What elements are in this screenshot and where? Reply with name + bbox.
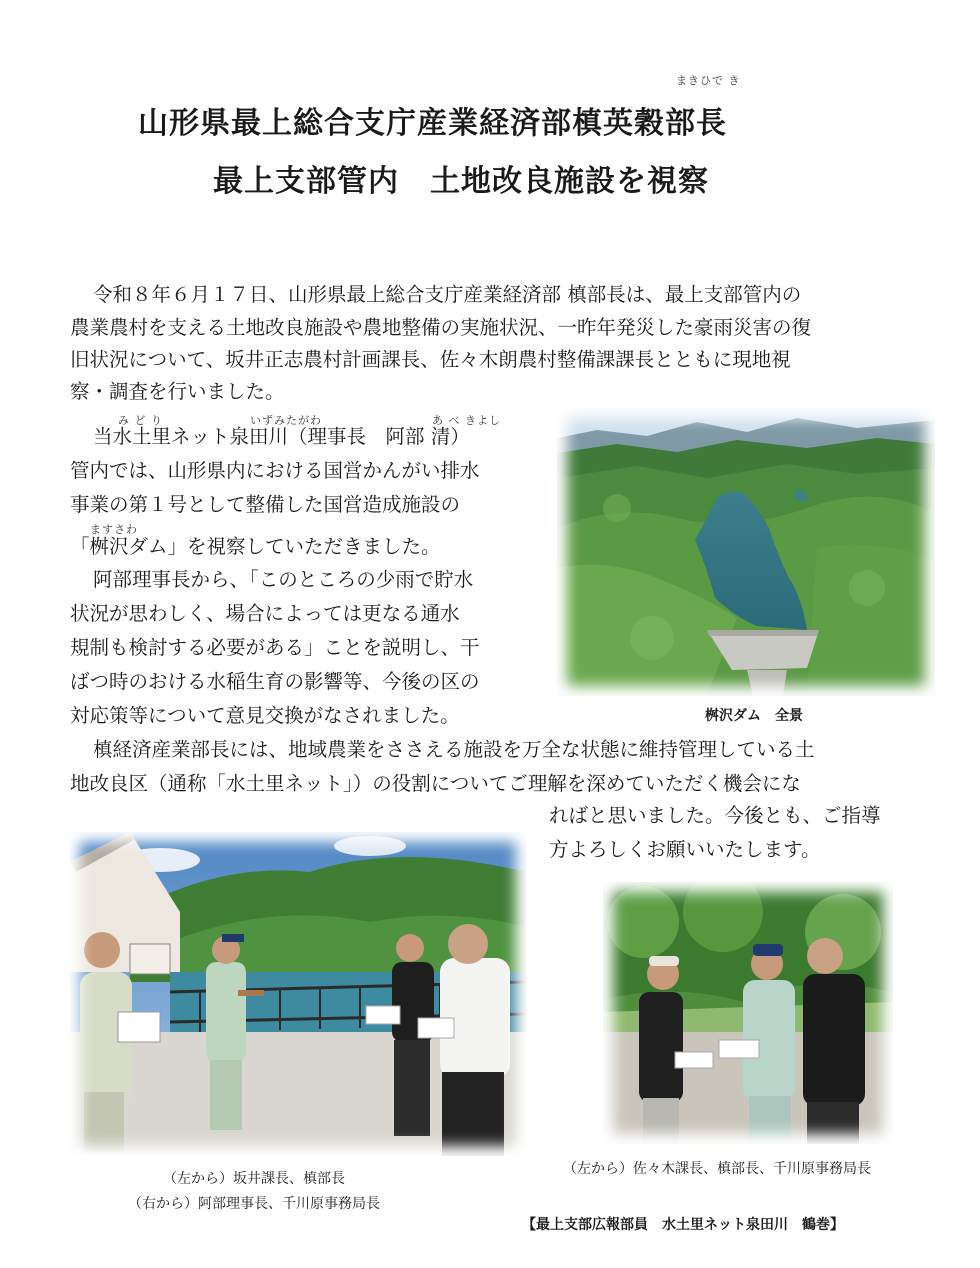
p4-line-1: 槙経済産業部長には、地域農業をささえる施設を万全な状態に維持管理している土 bbox=[93, 738, 815, 761]
p2-line-4: 「桝沢ダム」を視察していただきました。 bbox=[70, 535, 441, 558]
p3-line-5: 対応策等について意見交換がなされました。 bbox=[70, 704, 460, 727]
left-photo-caption-2: （右から）阿部理事長、千川原事務局長 bbox=[128, 1196, 380, 1212]
p3-line-1: 阿部理事長から、「このところの少雨で貯水 bbox=[93, 568, 474, 591]
dam-photo-caption: 桝沢ダム 全景 bbox=[705, 708, 803, 724]
p1-line-3: 旧状況について、坂井正志農村計画課長、佐々木朗農村整備課課長とともに現地視 bbox=[70, 348, 791, 371]
p4-line-4: 方よろしくお願いいたします。 bbox=[549, 838, 821, 861]
ruby-izumitagawa: いずみたがわ bbox=[250, 414, 322, 427]
p3-line-2: 状況が思わしく、場合によっては更なる通水 bbox=[70, 602, 460, 625]
title-ruby: まきひで き bbox=[676, 74, 741, 87]
p1-line-4: 察・調査を行いました。 bbox=[70, 380, 285, 403]
dam-photo bbox=[557, 408, 935, 696]
page-title-line2: 最上支部管内 土地改良施設を視察 bbox=[213, 164, 709, 199]
left-photo-caption-1: （左から）坂井課長、槙部長 bbox=[163, 1171, 345, 1187]
p2-line-3: 事業の第１号として整備した国営造成施設の bbox=[70, 493, 461, 516]
inspection-photo-right bbox=[603, 882, 893, 1144]
ruby-abekiyoshi: あ べ きよし bbox=[432, 414, 501, 427]
right-photo-caption: （左から）佐々木課長、槙部長、千川原事務局長 bbox=[563, 1161, 871, 1177]
p4-line-2: 地改良区（通称「水土里ネット」）の役割についてご理解を深めていただく機会にな bbox=[70, 772, 801, 795]
footer-credit: 【最上支部広報部員 水土里ネット泉田川 鶴巻】 bbox=[522, 1217, 844, 1233]
p1-line-2: 農業農村を支える土地改良施設や農地整備の実施状況、一昨年発災した豪雨災害の復 bbox=[70, 316, 812, 339]
p4-line-3: ればと思いました。今後とも、ご指導 bbox=[549, 804, 881, 827]
ruby-midori: み ど り bbox=[118, 414, 163, 427]
p3-line-4: ばつ時のおける水稲生育の影響等、今後の区の bbox=[70, 670, 480, 693]
p3-line-3: 規制も検討する必要がある」ことを説明し、干 bbox=[70, 636, 480, 659]
p2-line-1: 当水土里ネット泉田川（理事長 阿部 清） bbox=[93, 425, 470, 448]
inspection-photo-left bbox=[70, 832, 526, 1156]
ruby-masusawa: ますさわ bbox=[90, 523, 138, 536]
p1-line-1: 令和８年６月１７日、山形県最上総合支庁産業経済部 槙部長は、最上支部管内の bbox=[93, 283, 802, 306]
page-title-line1: 山形県最上総合支庁産業経済部槙英穀部長 bbox=[138, 106, 727, 141]
p2-line-2: 管内では、山形県内における国営かんがい排水 bbox=[70, 459, 480, 482]
